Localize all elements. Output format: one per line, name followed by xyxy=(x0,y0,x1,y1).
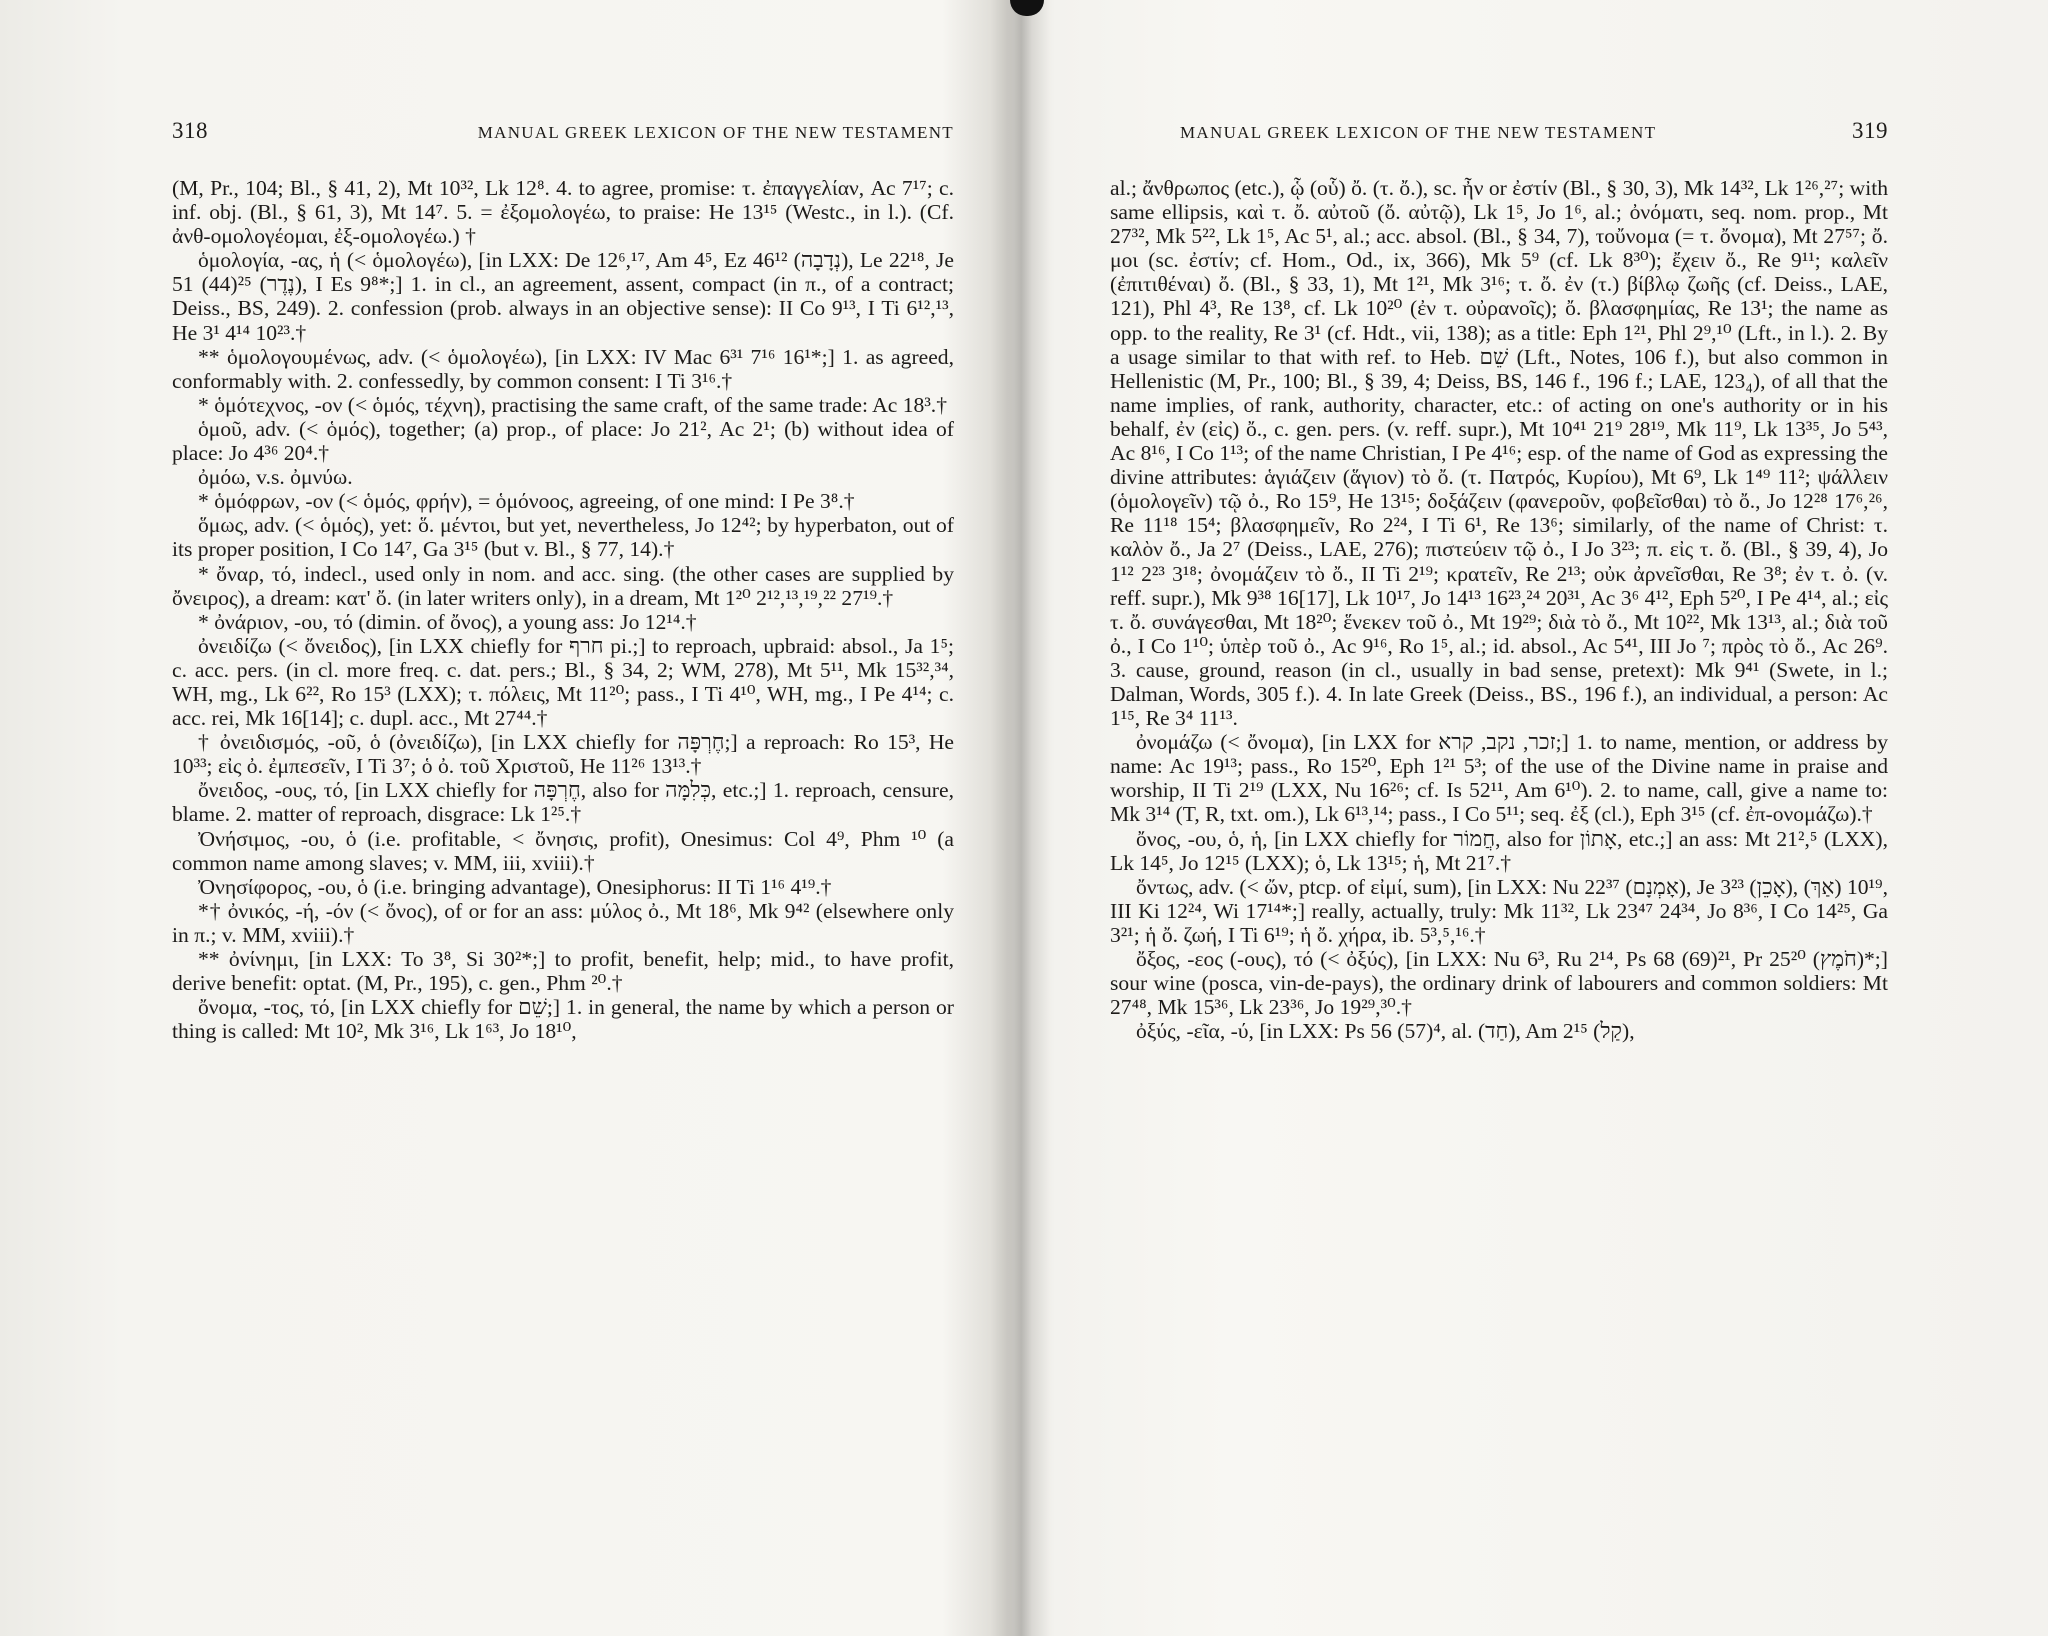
lexicon-entry: ὀμόω, v.s. ὀμνύω. xyxy=(198,465,353,490)
lexicon-entry: ὄνειδος, -ους, τό, [in LXX chiefly for חֶרְפָּה, also for כְּלִמָּה, etc.;] 1. reproach, censure, blame. 2. matter of reproach, disgrace: Lk 1²⁵.† xyxy=(172,778,954,827)
gutter-shadow xyxy=(990,0,1050,1636)
lexicon-entry: ὅμως, adv. (< ὁμός), yet: ὅ. μέντοι, but yet, nevertheless, Jo 12⁴²; by hyperbaton, out of its proper position, I Co 14⁷, Ga 3¹⁵ (but v. Bl., § 77, 14).† xyxy=(172,513,954,562)
continued-entry: (M, Pr., 104; Bl., § 41, 2), Mt 10³², Lk 12⁸. 4. to agree, promise: τ. ἐπαγγελίαν, Ac 7¹⁷; c. inf. obj. (Bl., § 61, 3), Mt 14⁷. 5. = ἐξομολογέω, to praise: He 13¹⁵ (Westc., in l.). (Cf. ἀνθ-ομολογέομαι, ἐξ-ομολογέω.) † xyxy=(172,176,954,249)
lexicon-entry: ὄντως, adv. (< ὤν, ptcp. of εἰμί, sum), [in LXX: Nu 22³⁷ (אָמְנָם), Je 3²³ (אָכֵן), 10¹⁹ (אַךְ), III Ki 12²⁴, Wi 17¹⁴*;] really, actually, truly: Mk 11³², Lk 23⁴⁷ 24³⁴, Jo 8³⁶, I Co 14²⁵, Ga 3²¹; ἡ ὄ. ζωή, I Ti 6¹⁹; ἡ ὄ. χήρα, ib. 5³,⁵,¹⁶.† xyxy=(1110,874,1888,947)
lexicon-entry: ὁμοῦ, adv. (< ὁμός), together; (a) prop., of place: Jo 21², Ac 2¹; (b) without idea of place: Jo 4³⁶ 20⁴.† xyxy=(172,416,954,466)
continued-entry: al.; ἄνθρωπος (etc.), ᾧ (οὗ) ὄ. (τ. ὄ.), sc. ἦν or ἐστίν (Bl., § 30, 3), Mk 14³², Lk 1²⁶,²⁷; with same ellipsis, καὶ τ. ὄ. αὐτοῦ (ὄ. αὐτῷ), Lk 1⁵, Jo 1⁶, al.; ὀνόματι, seq. nom. prop., Mt 27³², Mk 5²², Lk 1⁵, Ac 5¹, al.; acc. absol. (Bl., § 34, 7), τοὔνομα (= τ. ὄνομα), Mt 27⁵⁷; ὄ. μοι (sc. ἐστίν; cf. Hom., Od., ix, 366), Mk 5⁹ (cf. Lk 8³⁰); ἔχειν ὄ., Re 9¹¹; καλεῖν (ἐπιτιθέναι) ὄ. (Bl., § 33, 1), Mt 1²¹, Mk 3¹⁶; τ. ὄ. ἐν (τ.) βίβλῳ ζωῆς (cf. Deiss., LAE, 121), Phl 4³, Re 13⁸, cf. Lk 10²⁰ (ἐν τ. οὐρανοῖς); ὄ. βλασφημίας, Re 13¹; the name as opp. to the reality, Re 3¹ (cf. Hdt., vii, 138); as a title: Eph 1²¹, Phl 2⁹,¹⁰ (Lft., in l.). 2. By a usage similar to that with ref. to Heb. שֵׁם (Lft., Notes, 106 f.), but also common in Hellenistic (M, Pr., 100; Bl., § 39, 4; Deiss, BS, 146 f., 196 f.; LAE, 123₄), of all that the name implies, of rank, authority, character, etc.: of acting on one's authority or in his behalf, ἐν (εἰς) ὄ., c. gen. pers. (v. reff. supr.), Mt 10⁴¹ 21⁹ 28¹⁹, Mk 11⁹, Lk 13³⁵, Jo 5⁴³, Ac 8¹⁶, I Co 1¹³; of the name Christian, I Pe 4¹⁶; esp. of the name of God as expressing the divine attributes: ἁγιάζειν (ἅγιον) τὸ ὄ. (τ. Πατρός, Κυρίου), Mt 6⁹, Lk 1⁴⁹ 11²; ψάλλειν (ὁμολογεῖν) τῷ ὀ., Ro 15⁹, He 13¹⁵; δοξάζειν (φανεροῦν, φοβεῖσθαι) τὸ ὄ., Jo 12²⁸ 17⁶,²⁶, Re 11¹⁸ 15⁴; βλασφημεῖν, Ro 2²⁴, I Ti 6¹, Re 13⁶; similarly, of the name of Christ: τ. καλὸν ὄ., Ja 2⁷ (Deiss., LAE, 276); πιστεύειν τῷ ὀ., I Jo 3²³; π. εἰς τ. ὄ. (Bl., § 39, 4), Jo 1¹² 2²³ 3¹⁸; ὀνομάζειν τὸ ὄ., II Ti 2¹⁹; κρατεῖν, Re 2¹³; οὐκ ἀρνεῖσθαι, Re 3⁸; ἐν τ. ὀ. (v. reff. supr.), Mk 9³⁸ 16[17], Lk 10¹⁷, Jo 14¹³ 16²³,²⁴ 20³¹, Ac 3⁶ 4¹², Eph 5²⁰, I Pe 4¹⁴, al.; εἰς τ. ὄ. συνάγεσθαι, Mt 18²⁰; ἕνεκεν τοῦ ὀ., Mt 19²⁹; διὰ τὸ ὄ., Mt 10²², Mk 13¹³, al.; διὰ τοῦ ὀ., I Co 1¹⁰; ὑπὲρ τοῦ ὀ., Ac 9¹⁶, Ro 1⁵, al.; id. absol., Ac 5⁴¹, III Jo ⁷; πρὸς τὸ ὄ., Ac 26⁹. 3. cause, ground, reason (in cl., usually in bad sense, pretext): Mk 9⁴¹ (Swete, in l.; Dalman, Words, 305 f.). 4. In late Greek (Deiss., BS., 196 f.), an individual, a person: Ac 1¹⁵, Re 3⁴ 11¹³. xyxy=(1110,176,1888,731)
right-running-title: MANUAL GREEK LEXICON OF THE NEW TESTAMENT xyxy=(1180,123,1657,142)
lexicon-entry: * ὀνάριον, -ου, τό (dimin. of ὄνος), a young ass: Jo 12¹⁴.† xyxy=(198,609,697,634)
lexicon-entry: * ὁμόφρων, -ον (< ὁμός, φρήν), = ὁμόνοος, agreeing, of one mind: I Pe 3⁸.† xyxy=(198,489,855,514)
lexicon-entry: * ὁμότεχνος, -ον (< ὁμός, τέχνη), practising the same craft, of the same trade: Ac 18³.† xyxy=(198,392,947,417)
lexicon-entry: ὄξος, -εος (-ους), τό (< ὀξύς), [in LXX: Nu 6³, Ru 2¹⁴, Ps 68 (69)²¹, Pr 25²⁰ (חֹמֶץ)*;] sour wine (posca, vin-de-pays), the ordinary drink of labourers and common soldiers: Mt 27⁴⁸, Mk 15³⁶, Lk 23³⁶, Jo 19²⁹,³⁰.† xyxy=(1110,947,1888,1020)
lexicon-entry: Ὀνήσιμος, -ου, ὁ (i.e. profitable, < ὄνησις, profit), Onesimus: Col 4⁹, Phm ¹⁰ (a common name among slaves; v. MM, iii, xviii).† xyxy=(172,826,954,875)
lexicon-entry: *† ὀνικός, -ή, -όν (< ὄνος), of or for an ass: μύλος ὀ., Mt 18⁶, Mk 9⁴² (elsewhere only in π.; v. MM, xviii).† xyxy=(172,898,954,947)
left-page-header xyxy=(172,118,954,152)
lexicon-entry: ὀνειδίζω (< ὄνειδος), [in LXX chiefly for חרף pi.;] to reproach, upbraid: absol., Ja 1⁵; c. acc. pers. (in cl. more freq. c. dat. pers.; Bl., § 34, 2; WM, 278), Mt 5¹¹, Mk 15³²,³⁴, WH, mg., Lk 6²², Ro 15³ (LXX); τ. πόλεις, Mt 11²⁰; pass., I Ti 4¹⁰, WH, mg., I Pe 4¹⁴; c. acc. rei, Mk 16[14]; c. dupl. acc., Mt 27⁴⁴.† xyxy=(172,633,954,731)
lexicon-entry: ** ὁμολογουμένως, adv. (< ὁμολογέω), [in LXX: IV Mac 6³¹ 7¹⁶ 16¹*;] 1. as agreed, conformably with. 2. confessedly, by common consent: I Ti 3¹⁶.† xyxy=(172,344,954,393)
lexicon-entry: ὀνομάζω (< ὄνομα), [in LXX for זכר, נקב, קרא;] 1. to name, mention, or address by name: Ac 19¹³; pass., Ro 15²⁰, Eph 1²¹ 5³; of the use of the Divine name in praise and worship, II Ti 2¹⁹ (LXX, Nu 16²⁶; cf. Is 52¹¹, Am 6¹⁰). 2. to name, call, give a name to: Mk 3¹⁴ (T, R, txt. om.), Lk 6¹³,¹⁴; pass., I Co 5¹¹; seq. ἐξ (cl.), Eph 3¹⁵ (cf. ἐπ-ονομάζω).† xyxy=(1110,730,1888,827)
lexicon-entry: ὄνος, -ου, ὁ, ἡ, [in LXX chiefly for חֲמוֹר, also for אָתוֹן, etc.;] an ass: Mt 21²,⁵ (LXX), Lk 14⁵, Jo 12¹⁵ (LXX); ὁ, Lk 13¹⁵; ἡ, Mt 21⁷.† xyxy=(1110,826,1888,875)
right-page-header xyxy=(1110,118,1888,152)
lexicon-entry: † ὀνειδισμός, -οῦ, ὁ (ὀνειδίζω), [in LXX chiefly for חֶרְפָּה;] a reproach: Ro 15³, He 10³³; εἰς ὀ. ἐμπεσεῖν, I Ti 3⁷; ὁ ὀ. τοῦ Χριστοῦ, He 11²⁶ 13¹³.† xyxy=(172,730,955,779)
lexicon-entry: ὁμολογία, -ας, ἡ (< ὁμολογέω), [in LXX: De 12⁶,¹⁷, Am 4⁵, Ez 46¹² (נְדָבָה), Le 22¹⁸, Je 51 (44)²⁵ (נֶדֶר), I Es 9⁸*;] 1. in cl., an agreement, assent, compact (in π., of a contract; Deiss., BS, 249). 2. confession (prob. always in an objective sense): II Co 9¹³, I Ti 6¹²,¹³, He 3¹ 4¹⁴ 10²³.† xyxy=(172,248,955,345)
right-page-text xyxy=(1110,176,1888,1043)
lexicon-entry: ** ὀνίνημι, [in LXX: To 3⁸, Si 30²*;] to profit, benefit, help; mid., to have profit, derive benefit: optat. (M, Pr., 195), c. gen., Phm ²⁰.† xyxy=(172,947,954,996)
left-page-number: 318 xyxy=(172,118,208,143)
lexicon-entry: Ὀνησίφορος, -ου, ὁ (i.e. bringing advantage), Onesiphorus: II Ti 1¹⁶ 4¹⁹.† xyxy=(198,874,832,899)
left-page xyxy=(172,118,954,1043)
left-running-title: MANUAL GREEK LEXICON OF THE NEW TESTAMENT xyxy=(477,123,954,142)
lexicon-entry: ὀξύς, -εῖα, -ύ, [in LXX: Ps 56 (57)⁴, al. (חַד), Am 2¹⁵ (קַל), xyxy=(1136,1019,1635,1044)
right-page-number: 319 xyxy=(1852,118,1888,143)
left-page-text xyxy=(172,176,954,1043)
lexicon-entry: ὄνομα, -τος, τό, [in LXX chiefly for שֵׁם;] 1. in general, the name by which a person or thing is called: Mt 10², Mk 3¹⁶, Lk 1⁶³, Jo 18¹⁰, xyxy=(172,995,954,1044)
lexicon-entry: * ὄναρ, τό, indecl., used only in nom. and acc. sing. (the other cases are supplied by ὄνειρος), a dream: κατ' ὄ. (in later writers only), in a dream, Mt 1²⁰ 2¹²,¹³,¹⁹,²² 27¹⁹.† xyxy=(172,561,954,610)
right-page xyxy=(1110,118,1888,1043)
